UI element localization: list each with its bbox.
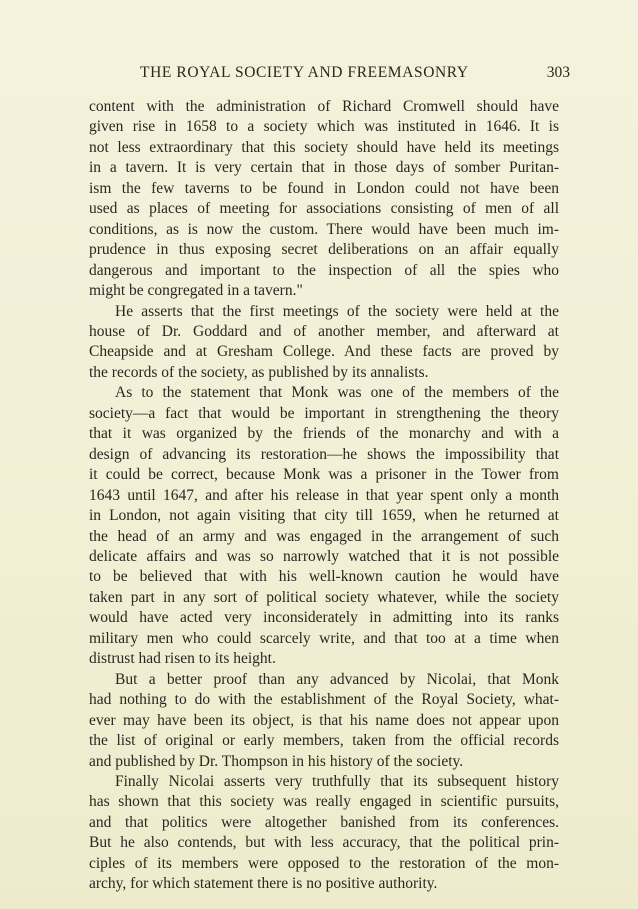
- text-line: that it was organized by the friends of the monarchy and with a: [89, 425, 559, 443]
- text-line: content with the administration of Richard Cromwell should have: [89, 98, 559, 115]
- paragraph-3: [89, 383, 559, 669]
- text-line: the list of original or early members, taken from the official records: [89, 732, 559, 750]
- text-line: and that politics were altogether banished from its conferences.: [89, 813, 559, 831]
- text-line: 1643 until 1647, and after his release in that year spent only a month: [89, 486, 559, 504]
- text-line: had nothing to do with the establishment of the Royal Society, what-: [89, 691, 559, 709]
- text-line: has shown that this society was really engaged in scientific pursuits,: [89, 793, 559, 811]
- text-line: conditions, as is now the custom. There would have been much im-: [89, 220, 559, 238]
- text-line: Cheapside and at Gresham College. And these facts are proved by: [89, 343, 559, 361]
- text-line: But he also contends, but with less accuracy, that the political prin-: [89, 834, 559, 852]
- text-line: distrust had risen to its height.: [89, 650, 276, 668]
- text-line: given rise in 1658 to a society which was instituted in 1646. It is: [89, 118, 559, 136]
- text-line: He asserts that the first meetings of the society were held at the: [115, 302, 559, 320]
- paragraph-2: [89, 302, 559, 384]
- text-line: prudence in thus exposing secret deliberations on an affair equally: [89, 241, 559, 259]
- text-line: not less extraordinary that this society should have held its meetings: [89, 138, 559, 156]
- running-title: THE ROYAL SOCIETY AND FREEMASONRY: [140, 64, 469, 81]
- page-header: [88, 64, 570, 86]
- text-line: would have acted very inconsiderately in admitting into its ranks: [89, 609, 559, 627]
- text-line: taken part in any sort of political society whatever, while the society: [89, 588, 559, 606]
- text-line: and published by Dr. Thompson in his history of the society.: [89, 752, 464, 770]
- text-line: As to the statement that Monk was one of the members of the: [115, 384, 559, 402]
- text-line: it could be correct, because Monk was a prisoner in the Tower from: [89, 466, 559, 484]
- text-line: to be believed that with his well-known caution he would have: [89, 568, 559, 586]
- text-line: But a better proof than any advanced by Nicolai, that Monk: [115, 670, 559, 688]
- text-line: used as places of meeting for associations consisting of men of all: [89, 200, 559, 218]
- text-line: in London, not again visiting that city till 1659, when he returned at: [89, 507, 559, 525]
- text-line: ism the few taverns to be found in London could not have been: [89, 179, 559, 197]
- text-line: dangerous and important to the inspection of all the spies who: [89, 261, 559, 279]
- paragraph-1: [89, 97, 559, 302]
- text-line: the head of an army and was engaged in the arrangement of such: [89, 527, 559, 545]
- text-line: Finally Nicolai asserts very truthfully that its subsequent history: [115, 772, 559, 790]
- text-line: ciples of its members were opposed to the restoration of the mon-: [89, 854, 559, 872]
- text-line: military men who could scarcely write, and that too at a time when: [89, 629, 559, 647]
- text-line: the records of the society, as published by its annalists.: [89, 363, 429, 381]
- text-line: in a tavern. It is very certain that in those days of somber Puritan-: [89, 159, 559, 177]
- text-line: ever may have been its object, is that his name does not appear upon: [89, 711, 559, 729]
- text-line: might be congregated in a tavern.": [89, 282, 303, 300]
- text-line: society—a fact that would be important in strengthening the theory: [89, 404, 559, 422]
- text-line: house of Dr. Goddard and of another member, and afterward at: [89, 322, 559, 340]
- page-number: 303: [546, 64, 570, 81]
- text-line: archy, for which statement there is no positive authority.: [89, 875, 438, 893]
- text-line: delicate affairs and was so narrowly watched that it is not possible: [89, 547, 559, 565]
- text-line: design of advancing its restoration—he shows the impossibility that: [89, 445, 559, 463]
- body-text: [89, 97, 559, 895]
- paragraph-5: [89, 772, 559, 895]
- paragraph-4: [89, 670, 559, 772]
